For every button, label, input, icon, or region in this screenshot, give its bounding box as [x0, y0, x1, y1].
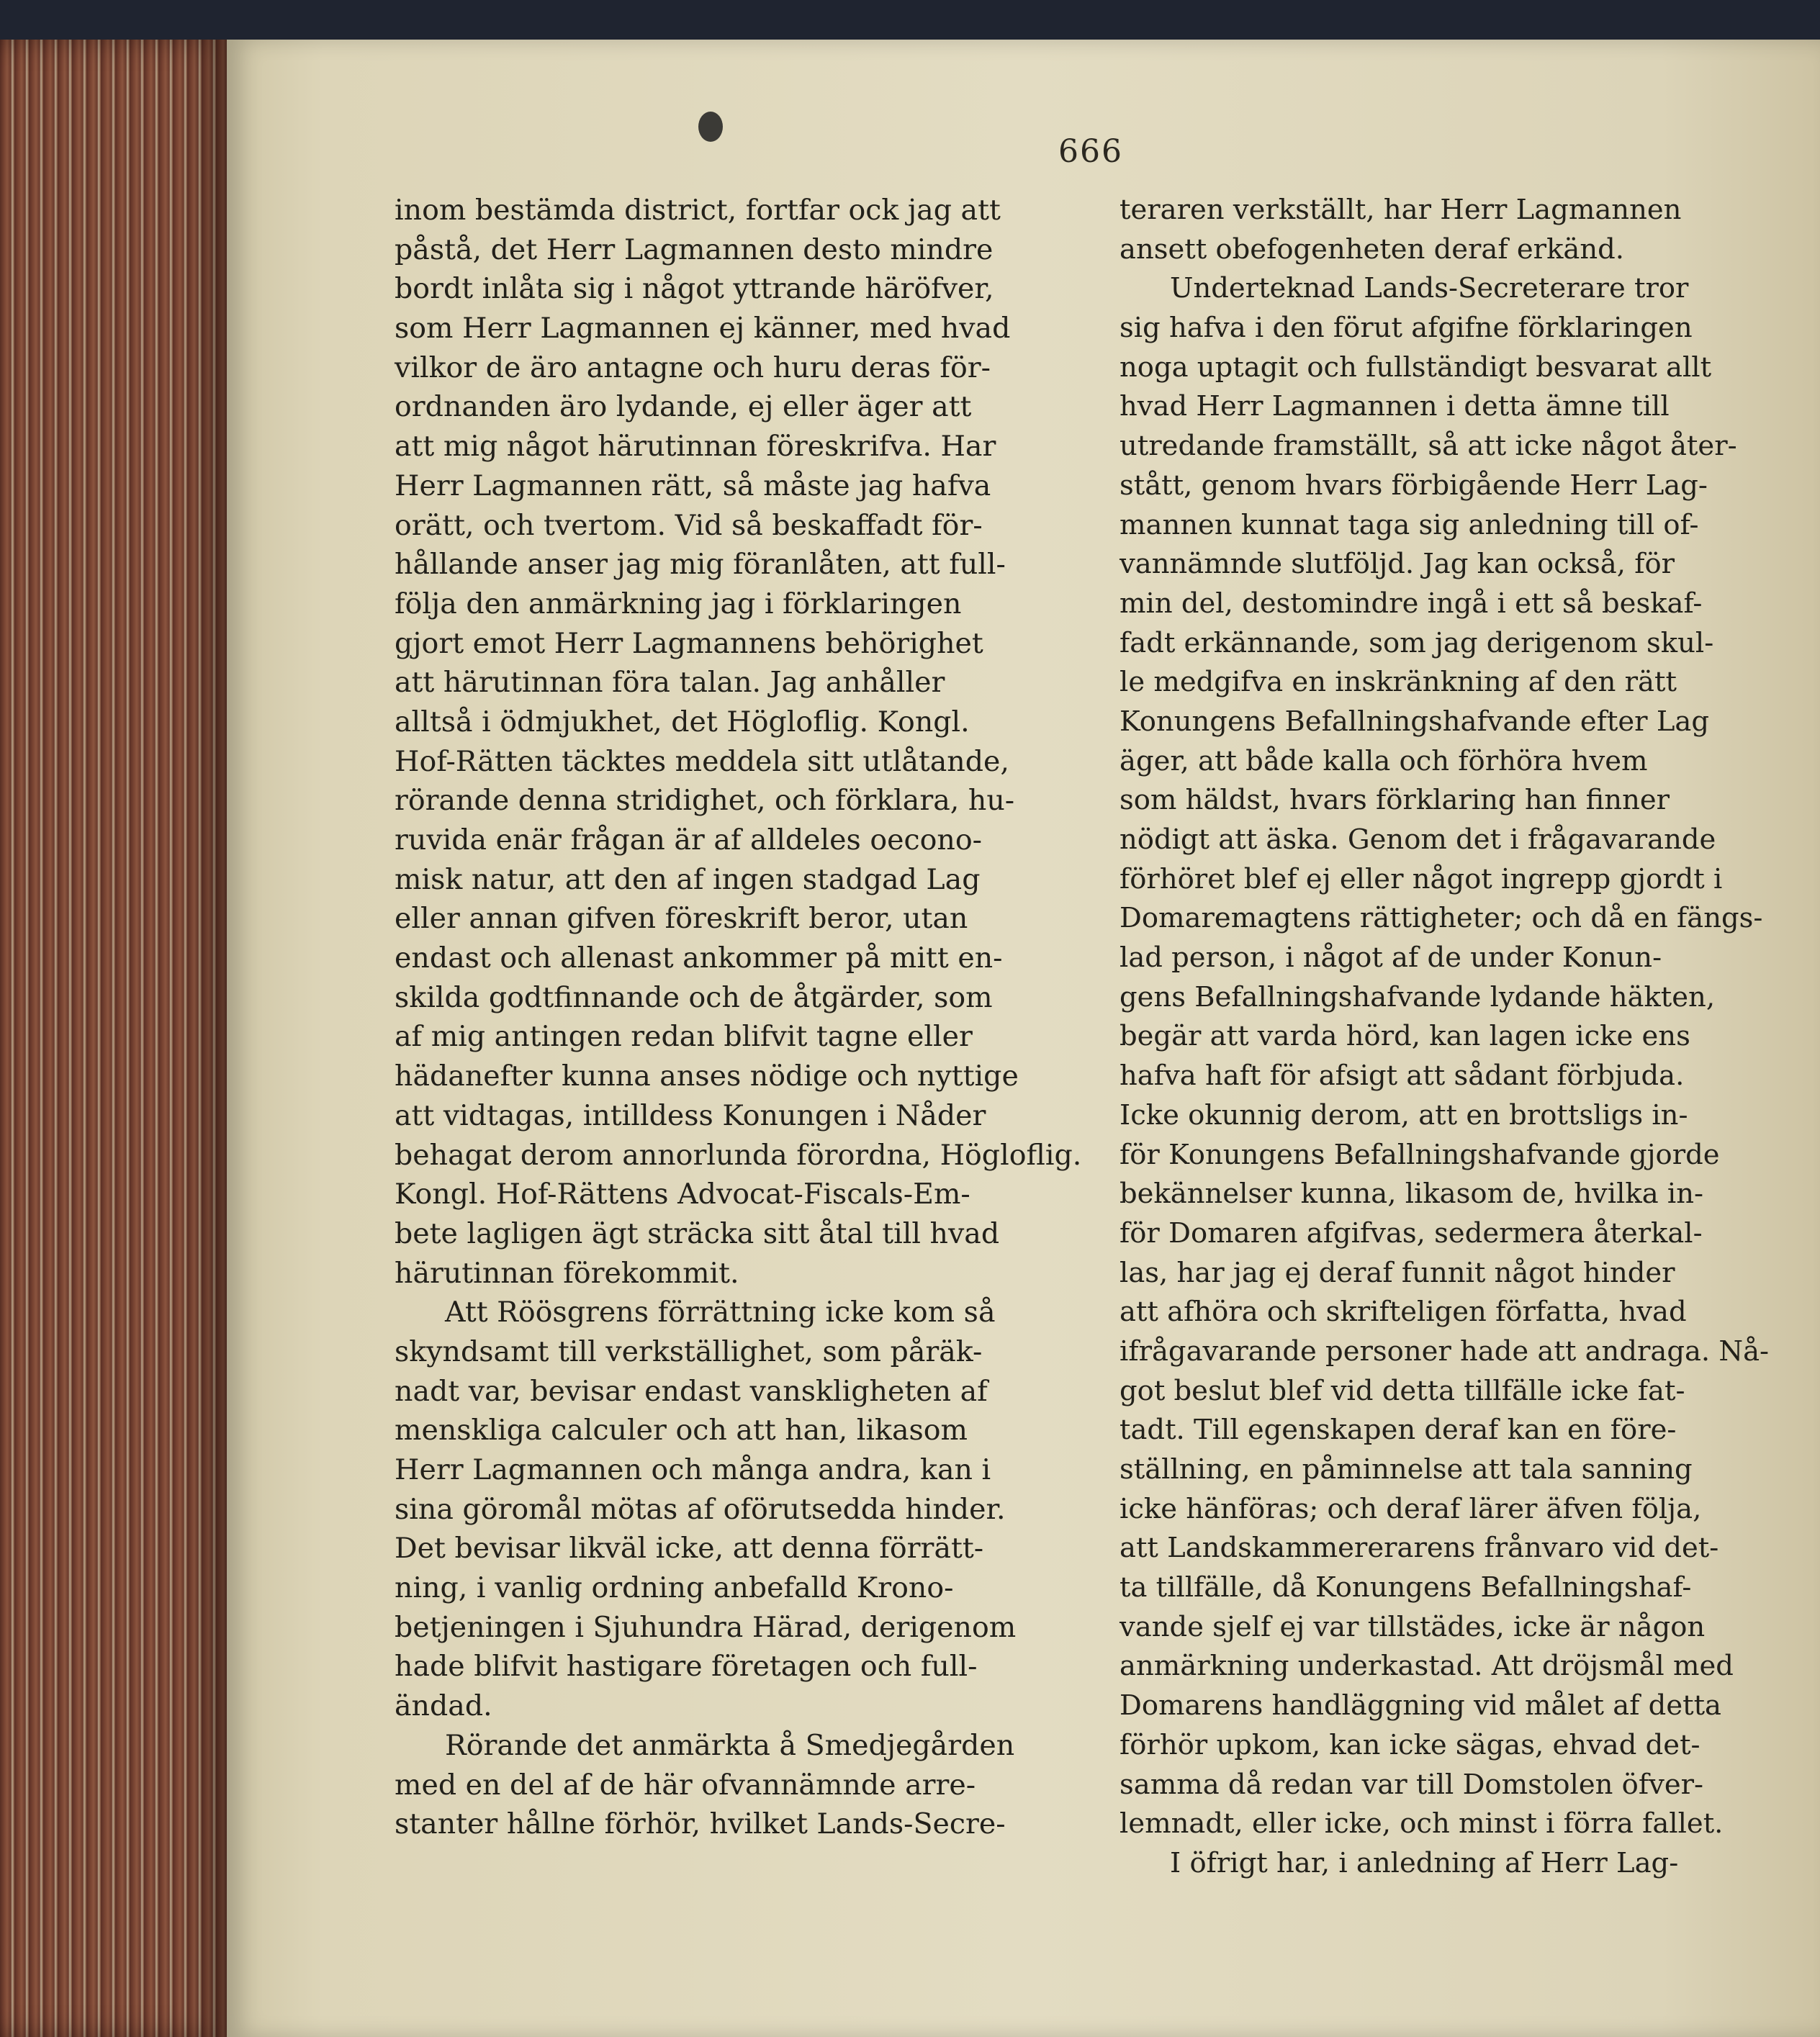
text-line: ruvida enär frågan är af alldeles oecono-: [395, 823, 982, 857]
text-line: las, har jag ej deraf funnit något hinder: [1120, 1256, 1675, 1289]
ink-blot: [698, 112, 723, 142]
text-line: ning, i vanlig ordning anbefalld Krono-: [395, 1571, 954, 1605]
text-line: Herr Lagmannen rätt, så måste jag hafva: [395, 469, 991, 502]
text-line: inom bestämda district, fortfar ock jag att: [395, 194, 1001, 227]
text-line: af mig antingen redan blifvit tagne eller: [395, 1020, 973, 1054]
text-line: härutinnan förekommit.: [395, 1256, 739, 1290]
text-line: att vidtagas, intilldess Konungen i Nåder: [395, 1098, 986, 1132]
text-line: betjeningen i Sjuhundra Härad, derigenom: [395, 1610, 1017, 1644]
text-line: fadt erkännande, som jag derigenom skul-: [1120, 626, 1714, 659]
text-line: Det bevisar likväl icke, att denna förrätt-: [395, 1532, 984, 1566]
text-line: samma då redan var till Domstolen öfver-: [1120, 1768, 1704, 1801]
text-line: hållande anser jag mig föranlåten, att full-: [395, 548, 1006, 582]
text-line: got beslut blef vid detta tillfälle icke fat-: [1120, 1374, 1685, 1407]
text-line: Underteknad Lands-Secreterare tror: [1170, 272, 1689, 305]
text-line: misk natur, att den af ingen stadgad Lag: [395, 862, 981, 896]
text-line: förhöret blef ej eller något ingrepp gjordt i: [1120, 862, 1723, 895]
text-line: förhör upkom, kan icke sägas, ehvad det-: [1120, 1728, 1700, 1761]
text-line: stanter hållne förhör, hvilket Lands-Secre-: [395, 1807, 1006, 1841]
text-line: utredande framställt, så att icke något åter-: [1120, 430, 1737, 463]
text-line: som Herr Lagmannen ej känner, med hvad: [395, 312, 1011, 345]
text-line: eller annan gifven föreskrift beror, utan: [395, 902, 968, 936]
text-line: Rörande det anmärkta å Smedjegården: [445, 1728, 1015, 1762]
page-number: 666: [1058, 133, 1123, 170]
text-line: äger, att både kalla och förhöra hvem: [1120, 744, 1648, 777]
text-line: endast och allenast ankommer på mitt en-: [395, 941, 1003, 975]
text-line: vande sjelf ej var tillstädes, icke är någon: [1120, 1610, 1706, 1643]
text-line: nadt var, bevisar endast vanskligheten af: [395, 1374, 988, 1408]
text-line: menskliga calculer och att han, likasom: [395, 1414, 968, 1447]
text-line: stått, genom hvars förbigående Herr Lag-: [1120, 469, 1708, 502]
text-line: med en del af de här ofvannämnde arre-: [395, 1768, 976, 1802]
text-line: hade blifvit hastigare företagen och full-: [395, 1650, 978, 1684]
text-line: skilda godtfinnande och de åtgärder, som: [395, 980, 993, 1014]
text-line: hädanefter kunna anses nödige och nyttige: [395, 1060, 1019, 1093]
text-line: Konungens Befallningshafvande efter Lag: [1120, 705, 1709, 738]
text-line: sina göromål mötas af oförutsedda hinder.: [395, 1492, 1006, 1526]
text-line: ställning, en påminnelse att tala sanning: [1120, 1453, 1693, 1486]
text-line: Hof-Rätten täcktes meddela sitt utlåtande,: [395, 744, 1009, 778]
text-line: icke hänföras; och deraf lärer äfven följa,: [1120, 1492, 1702, 1525]
text-line: Att Röösgrens förrättning icke kom så: [445, 1296, 996, 1329]
text-line: hvad Herr Lagmannen i detta ämne till: [1120, 390, 1670, 423]
text-line: bordt inlåta sig i något yttrande häröfver,: [395, 272, 994, 306]
text-line: hafva haft för afsigt att sådant förbjuda.: [1120, 1060, 1685, 1093]
text-line: lad person, i något af de under Konun-: [1120, 941, 1662, 975]
text-line: mannen kunnat taga sig anledning till of-: [1120, 508, 1699, 541]
right-text-column: [1120, 191, 1796, 1884]
text-line: nödigt att äska. Genom det i frågavarande: [1120, 823, 1716, 856]
text-line: för Domaren afgifvas, sedermera återkal-: [1120, 1216, 1703, 1250]
text-line: vilkor de äro antagne och huru deras för-: [395, 351, 991, 384]
text-line: anmärkning underkastad. Att dröjsmål med: [1120, 1650, 1734, 1683]
left-text-column: [395, 191, 1100, 1844]
text-line: noga uptagit och fullständigt besvarat allt: [1120, 351, 1712, 384]
text-line: Domarens handläggning vid målet af detta: [1120, 1689, 1722, 1722]
text-line: le medgifva en inskränkning af den rätt: [1120, 666, 1677, 699]
text-line: bekännelser kunna, likasom de, hvilka in-: [1120, 1178, 1704, 1211]
text-line: gens Befallningshafvande lydande häkten,: [1120, 980, 1716, 1013]
text-line: att härutinnan föra talan. Jag anhåller: [395, 666, 945, 700]
text-line: som häldst, hvars förklaring han finner: [1120, 784, 1670, 817]
text-line: Domaremagtens rättigheter; och då en fängs-: [1120, 902, 1763, 935]
text-line: ordnanden äro lydande, ej eller äger att: [395, 390, 972, 424]
text-line: Icke okunnig derom, att en brottsligs in-: [1120, 1098, 1688, 1132]
book-page-edges: [0, 40, 230, 2037]
text-line: gjort emot Herr Lagmannens behörighet: [395, 626, 983, 660]
text-line: orätt, och tvertom. Vid så beskaffadt för-: [395, 508, 983, 542]
text-line: I öfrigt har, i anledning af Herr Lag-: [1170, 1846, 1679, 1879]
text-line: ta tillfälle, då Konungens Befallningshaf-: [1120, 1571, 1692, 1604]
text-line: att afhöra och skrifteligen författa, hvad: [1120, 1296, 1687, 1329]
text-line: att Landskammererarens frånvaro vid det-: [1120, 1532, 1719, 1565]
text-line: för Konungens Befallningshafvande gjorde: [1120, 1138, 1720, 1171]
text-line: min del, destomindre ingå i ett så beskaf-: [1120, 587, 1703, 620]
text-line: lemnadt, eller icke, och minst i förra fallet.: [1120, 1807, 1724, 1840]
text-line: behagat derom annorlunda förordna, Högloflig.: [395, 1138, 1082, 1172]
text-line: Kongl. Hof-Rättens Advocat-Fiscals-Em-: [395, 1178, 970, 1211]
text-line: begär att varda hörd, kan lagen icke ens: [1120, 1020, 1690, 1053]
text-line: Herr Lagmannen och många andra, kan i: [395, 1453, 991, 1486]
text-line: ifrågavarande personer hade att andraga. Nå-: [1120, 1334, 1770, 1368]
text-line: ändad.: [395, 1689, 492, 1723]
text-line: alltså i ödmjukhet, det Högloflig. Kongl.: [395, 705, 970, 739]
text-line: teraren verkställt, har Herr Lagmannen: [1120, 194, 1682, 226]
text-line: följa den anmärkning jag i förklaringen: [395, 587, 962, 620]
text-line: skyndsamt till verkställighet, som påräk-: [395, 1334, 983, 1368]
text-line: bete lagligen ägt sträcka sitt åtal till hvad: [395, 1216, 1000, 1250]
text-line: sig hafva i den förut afgifne förklaringen: [1120, 312, 1693, 345]
text-line: påstå, det Herr Lagmannen desto mindre: [395, 232, 994, 266]
text-line: tadt. Till egenskapen deraf kan en före-: [1120, 1414, 1677, 1447]
text-line: att mig något härutinnan föreskrifva. Har: [395, 430, 996, 464]
text-line: vannämnde slutföljd. Jag kan också, för: [1120, 548, 1675, 581]
text-line: ansett obefogenheten deraf erkänd.: [1120, 232, 1625, 266]
text-line: rörande denna stridighet, och förklara, hu-: [395, 784, 1015, 818]
